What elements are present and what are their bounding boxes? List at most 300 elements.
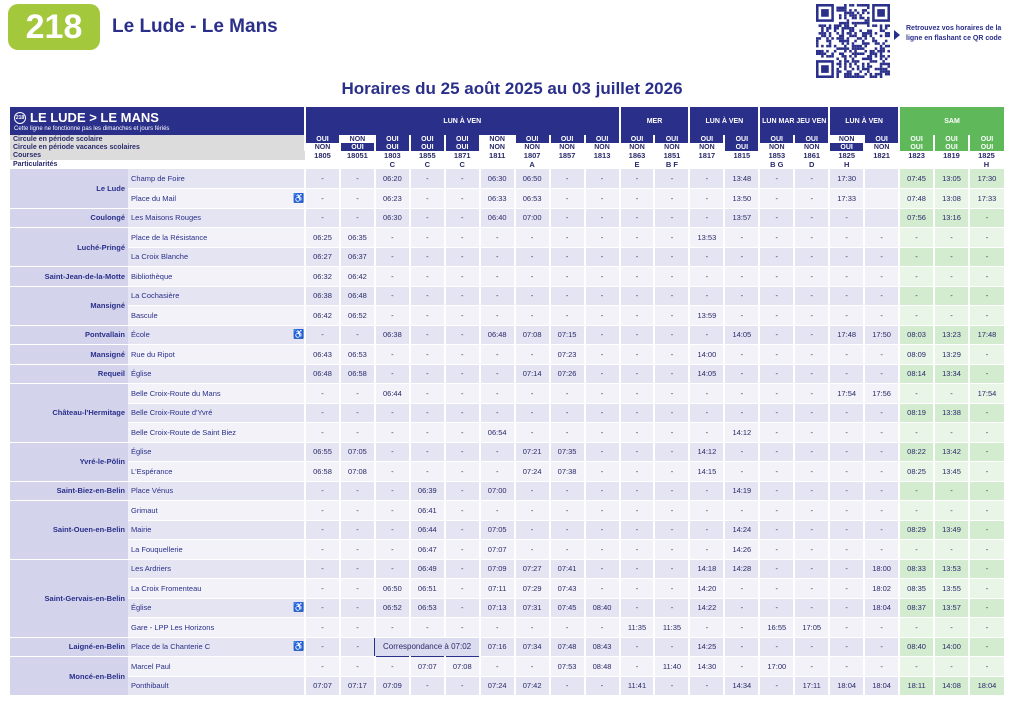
departure-time: - bbox=[654, 189, 689, 209]
particularity-value: E bbox=[634, 160, 640, 169]
departure-time: - bbox=[794, 520, 829, 540]
departure-time: - bbox=[305, 169, 340, 189]
departure-time: - bbox=[689, 247, 724, 267]
departure-time: - bbox=[724, 637, 759, 657]
departure-time: - bbox=[654, 442, 689, 462]
town-name: Château-l'Hermitage bbox=[10, 384, 128, 443]
departure-time: - bbox=[864, 364, 899, 384]
departure-time: - bbox=[340, 403, 375, 423]
stop-row bbox=[10, 364, 1004, 384]
departure-time: - bbox=[759, 247, 794, 267]
departure-time: - bbox=[829, 637, 864, 657]
departure-time: - bbox=[654, 364, 689, 384]
accessibility-empty bbox=[293, 423, 305, 443]
holiday-period-value: NON bbox=[585, 143, 620, 151]
departure-time: 06:53 bbox=[340, 345, 375, 365]
departure-time: - bbox=[969, 520, 1004, 540]
accessibility-empty bbox=[293, 208, 305, 228]
departure-time: - bbox=[934, 540, 969, 560]
departure-time: 13:53 bbox=[934, 559, 969, 579]
particularity-value bbox=[864, 160, 899, 169]
departure-time: - bbox=[305, 520, 340, 540]
course-number-value: 1871 bbox=[453, 151, 471, 160]
town-name: Saint-Ouen-en-Belin bbox=[10, 501, 128, 560]
departure-time: - bbox=[550, 520, 585, 540]
departure-time: - bbox=[445, 481, 480, 501]
departure-time: 08:40 bbox=[899, 637, 934, 657]
stop-name: Place de la Résistance bbox=[128, 228, 293, 248]
departure-time: - bbox=[934, 306, 969, 326]
particularity-value bbox=[724, 160, 759, 169]
departure-time: 07:16 bbox=[480, 637, 515, 657]
departure-time: - bbox=[794, 364, 829, 384]
departure-time: - bbox=[480, 286, 515, 306]
departure-time: - bbox=[445, 579, 480, 599]
departure-time: 13:49 bbox=[934, 520, 969, 540]
departure-time: - bbox=[445, 559, 480, 579]
departure-time: 07:31 bbox=[515, 598, 550, 618]
accessibility-empty bbox=[293, 286, 305, 306]
course-number-value: 1803 bbox=[384, 151, 401, 160]
departure-time: 17:30 bbox=[969, 169, 1004, 189]
stop-name: Église bbox=[128, 442, 293, 462]
departure-time: 08:40 bbox=[585, 598, 620, 618]
departure-time: - bbox=[585, 325, 620, 345]
departure-time: 06:53 bbox=[410, 598, 445, 618]
departure-time: - bbox=[375, 286, 410, 306]
departure-time: - bbox=[375, 481, 410, 501]
departure-time: - bbox=[515, 345, 550, 365]
departure-time: - bbox=[794, 501, 829, 521]
particularity-value bbox=[934, 160, 969, 169]
departure-time: 17:54 bbox=[969, 384, 1004, 404]
departure-time: - bbox=[864, 657, 899, 677]
departure-time bbox=[864, 208, 899, 228]
stop-row bbox=[10, 325, 1004, 345]
departure-time: - bbox=[585, 267, 620, 287]
departure-time: - bbox=[969, 423, 1004, 443]
departure-time: - bbox=[654, 247, 689, 267]
departure-time: - bbox=[585, 169, 620, 189]
departure-time: 06:33 bbox=[480, 189, 515, 209]
qr-code-icon[interactable] bbox=[816, 4, 890, 78]
departure-time: - bbox=[620, 228, 655, 248]
accessibility-empty bbox=[293, 462, 305, 482]
wheelchair-icon: ♿ bbox=[293, 189, 305, 209]
departure-time: - bbox=[829, 286, 864, 306]
departure-time: 08:03 bbox=[899, 325, 934, 345]
departure-time: - bbox=[375, 442, 410, 462]
departure-time: 07:14 bbox=[515, 364, 550, 384]
departure-time: - bbox=[515, 657, 550, 677]
stop-row bbox=[10, 442, 1004, 462]
holiday-period-value: NON bbox=[515, 143, 550, 151]
departure-time: - bbox=[829, 598, 864, 618]
departure-time: - bbox=[689, 208, 724, 228]
departure-time: 07:00 bbox=[515, 208, 550, 228]
accessibility-empty bbox=[293, 618, 305, 638]
departure-time: 07:41 bbox=[550, 559, 585, 579]
departure-time: - bbox=[410, 286, 445, 306]
stop-row bbox=[10, 384, 1004, 404]
departure-time: - bbox=[724, 228, 759, 248]
departure-time: 18:02 bbox=[864, 579, 899, 599]
stop-name: Rue du Ripot bbox=[128, 345, 293, 365]
departure-time: - bbox=[585, 559, 620, 579]
town-name: Le Lude bbox=[10, 169, 128, 208]
departure-time: 14:25 bbox=[689, 637, 724, 657]
day-group-header: LUN À VEN bbox=[829, 107, 899, 135]
stop-name: L'Espérance bbox=[128, 462, 293, 482]
departure-time: - bbox=[829, 501, 864, 521]
departure-time: 07:27 bbox=[515, 559, 550, 579]
departure-time: - bbox=[445, 306, 480, 326]
departure-time: - bbox=[654, 676, 689, 696]
departure-time: - bbox=[340, 384, 375, 404]
day-group-header: SAM bbox=[899, 107, 1004, 135]
departure-time: - bbox=[759, 189, 794, 209]
departure-time: - bbox=[689, 501, 724, 521]
departure-time: - bbox=[689, 384, 724, 404]
departure-time: 13:57 bbox=[724, 208, 759, 228]
holiday-period-value: OUI bbox=[899, 143, 934, 151]
departure-time: - bbox=[445, 403, 480, 423]
departure-time: - bbox=[794, 559, 829, 579]
departure-time: 18:04 bbox=[864, 676, 899, 696]
departure-time: - bbox=[340, 423, 375, 443]
departure-time: - bbox=[829, 579, 864, 599]
departure-time: - bbox=[480, 247, 515, 267]
departure-time: - bbox=[969, 657, 1004, 677]
departure-time: - bbox=[585, 423, 620, 443]
departure-time: 14:30 bbox=[689, 657, 724, 677]
particularity-value bbox=[340, 160, 375, 169]
departure-time: - bbox=[759, 462, 794, 482]
departure-time: - bbox=[515, 384, 550, 404]
departure-time: - bbox=[864, 247, 899, 267]
town-name: Requeil bbox=[10, 364, 128, 384]
departure-time: 07:07 bbox=[305, 676, 340, 696]
departure-time: - bbox=[375, 247, 410, 267]
page-header bbox=[0, 0, 1024, 100]
stop-name: Église bbox=[128, 364, 293, 384]
departure-time: - bbox=[515, 306, 550, 326]
departure-time: 07:35 bbox=[550, 442, 585, 462]
departure-time: 07:34 bbox=[515, 637, 550, 657]
departure-time: 07:26 bbox=[550, 364, 585, 384]
departure-time: 14:26 bbox=[724, 540, 759, 560]
departure-time: 13:45 bbox=[934, 462, 969, 482]
departure-time: - bbox=[550, 228, 585, 248]
holiday-period-value: NON bbox=[689, 143, 724, 151]
course-number-value: 1863 bbox=[628, 151, 646, 160]
departure-time: - bbox=[864, 423, 899, 443]
departure-time: 06:58 bbox=[340, 364, 375, 384]
stop-row bbox=[10, 676, 1004, 696]
stop-name: La Cochasière bbox=[128, 286, 293, 306]
departure-time: - bbox=[654, 559, 689, 579]
departure-time: - bbox=[585, 286, 620, 306]
departure-time: 14:08 bbox=[934, 676, 969, 696]
course-number-value: 1821 bbox=[873, 151, 890, 160]
departure-time: 14:12 bbox=[689, 442, 724, 462]
stop-row bbox=[10, 559, 1004, 579]
departure-time: - bbox=[445, 247, 480, 267]
accessibility-empty bbox=[293, 559, 305, 579]
accessibility-empty bbox=[293, 247, 305, 267]
particularity-value bbox=[550, 160, 585, 169]
departure-time: - bbox=[375, 501, 410, 521]
departure-time: - bbox=[550, 267, 585, 287]
departure-time: - bbox=[445, 345, 480, 365]
departure-time: 17:11 bbox=[794, 676, 829, 696]
departure-time: - bbox=[829, 228, 864, 248]
departure-time: - bbox=[550, 481, 585, 501]
departure-time: - bbox=[340, 481, 375, 501]
departure-time: - bbox=[759, 208, 794, 228]
departure-time: - bbox=[829, 403, 864, 423]
departure-time: 17:30 bbox=[829, 169, 864, 189]
stop-name: Ponthibault bbox=[128, 676, 293, 696]
departure-time: - bbox=[410, 169, 445, 189]
departure-time: 13:05 bbox=[934, 169, 969, 189]
stop-row bbox=[10, 403, 1004, 423]
holiday-period-value: OUI bbox=[340, 143, 375, 151]
departure-time: 07:09 bbox=[480, 559, 515, 579]
departure-time: - bbox=[620, 345, 655, 365]
departure-time: - bbox=[375, 345, 410, 365]
departure-time: - bbox=[689, 403, 724, 423]
departure-time: 13:57 bbox=[934, 598, 969, 618]
departure-time: - bbox=[724, 267, 759, 287]
school-period-value: OUI bbox=[654, 135, 689, 143]
departure-time: - bbox=[794, 579, 829, 599]
departure-time: - bbox=[375, 559, 410, 579]
course-number-value: 1811 bbox=[489, 151, 506, 160]
holiday-period-value: OUI bbox=[375, 143, 410, 151]
departure-time: - bbox=[794, 598, 829, 618]
departure-time: - bbox=[480, 657, 515, 677]
town-name: Pontvallain bbox=[10, 325, 128, 345]
departure-time: 14:05 bbox=[724, 325, 759, 345]
departure-time: - bbox=[375, 228, 410, 248]
stop-name: Champ de Foire bbox=[128, 169, 293, 189]
departure-time: 17:48 bbox=[829, 325, 864, 345]
departure-time: - bbox=[829, 481, 864, 501]
stop-row bbox=[10, 520, 1004, 540]
wheelchair-icon: ♿ bbox=[293, 637, 305, 657]
departure-time: - bbox=[724, 462, 759, 482]
departure-time: - bbox=[794, 169, 829, 189]
departure-time: - bbox=[550, 286, 585, 306]
course-number-value: 1851 bbox=[663, 151, 681, 160]
departure-time: 07:11 bbox=[480, 579, 515, 599]
holiday-period-value: OUI bbox=[829, 143, 864, 151]
stop-name: Place de la Chanterie C bbox=[128, 637, 293, 657]
departure-time: - bbox=[864, 618, 899, 638]
school-period-value: NON bbox=[829, 135, 864, 143]
departure-time: - bbox=[934, 481, 969, 501]
day-group-header: LUN À VEN bbox=[689, 107, 759, 135]
departure-time: - bbox=[829, 247, 864, 267]
course-number-value: 1819 bbox=[943, 151, 960, 160]
school-period-value: OUI bbox=[550, 135, 585, 143]
departure-time: - bbox=[654, 286, 689, 306]
school-period-value: NON bbox=[340, 135, 375, 143]
town-name: Yvré-le-Pôlin bbox=[10, 442, 128, 481]
departure-time: 07:21 bbox=[515, 442, 550, 462]
particularity-value: A bbox=[529, 160, 535, 169]
departure-time: - bbox=[410, 228, 445, 248]
departure-time: 13:48 bbox=[724, 169, 759, 189]
departure-time: - bbox=[759, 579, 794, 599]
departure-time: - bbox=[759, 520, 794, 540]
day-group-header: MER bbox=[620, 107, 690, 135]
departure-time: - bbox=[620, 579, 655, 599]
departure-time: - bbox=[794, 345, 829, 365]
stop-row bbox=[10, 267, 1004, 287]
departure-time: 17:50 bbox=[864, 325, 899, 345]
departure-time: - bbox=[340, 540, 375, 560]
departure-time: - bbox=[585, 540, 620, 560]
departure-time: - bbox=[445, 228, 480, 248]
stop-name: Place Vénus bbox=[128, 481, 293, 501]
departure-time: 06:53 bbox=[515, 189, 550, 209]
departure-time: - bbox=[934, 657, 969, 677]
departure-time: 07:08 bbox=[340, 462, 375, 482]
wheelchair-icon: ♿ bbox=[293, 598, 305, 618]
departure-time: - bbox=[969, 247, 1004, 267]
departure-time: 14:22 bbox=[689, 598, 724, 618]
departure-time: - bbox=[550, 306, 585, 326]
stop-name: Grimaut bbox=[128, 501, 293, 521]
accessibility-empty bbox=[293, 364, 305, 384]
departure-time: - bbox=[829, 345, 864, 365]
school-period-value: OUI bbox=[410, 135, 445, 143]
departure-time: - bbox=[585, 208, 620, 228]
departure-time: - bbox=[480, 384, 515, 404]
departure-time: - bbox=[794, 208, 829, 228]
departure-time: - bbox=[724, 286, 759, 306]
departure-time: - bbox=[969, 462, 1004, 482]
departure-time: - bbox=[934, 384, 969, 404]
departure-time: - bbox=[550, 540, 585, 560]
departure-time: - bbox=[620, 481, 655, 501]
stop-row bbox=[10, 462, 1004, 482]
departure-time: 13:29 bbox=[934, 345, 969, 365]
accessibility-empty bbox=[293, 306, 305, 326]
stop-row bbox=[10, 540, 1004, 560]
holiday-period-value: OUI bbox=[410, 143, 445, 151]
departure-time: - bbox=[585, 228, 620, 248]
departure-time: - bbox=[689, 267, 724, 287]
departure-time: - bbox=[620, 189, 655, 209]
departure-time: - bbox=[305, 579, 340, 599]
stop-name: Les Maisons Rouges bbox=[128, 208, 293, 228]
departure-time: - bbox=[934, 267, 969, 287]
course-number-value: 1823 bbox=[908, 151, 925, 160]
departure-time: 06:55 bbox=[305, 442, 340, 462]
departure-time: - bbox=[794, 286, 829, 306]
departure-time: 08:48 bbox=[585, 657, 620, 677]
departure-time: - bbox=[375, 618, 410, 638]
departure-time: - bbox=[305, 423, 340, 443]
departure-time: - bbox=[794, 267, 829, 287]
departure-time: - bbox=[829, 520, 864, 540]
departure-time: - bbox=[620, 559, 655, 579]
departure-time: 07:53 bbox=[550, 657, 585, 677]
stop-name: Belle Croix-Route d'Yvré bbox=[128, 403, 293, 423]
particularity-value: C bbox=[459, 160, 465, 169]
departure-time: 06:48 bbox=[480, 325, 515, 345]
departure-time: 08:14 bbox=[899, 364, 934, 384]
school-period-value: OUI bbox=[445, 135, 480, 143]
departure-time: - bbox=[759, 286, 794, 306]
departure-time: - bbox=[445, 267, 480, 287]
departure-time: - bbox=[689, 169, 724, 189]
departure-time: - bbox=[654, 228, 689, 248]
departure-time: - bbox=[864, 520, 899, 540]
departure-time: - bbox=[759, 598, 794, 618]
particularity-value: C bbox=[424, 160, 431, 169]
departure-time: - bbox=[585, 501, 620, 521]
particularity-value bbox=[305, 160, 340, 169]
departure-time: - bbox=[480, 306, 515, 326]
departure-time: 06:50 bbox=[515, 169, 550, 189]
stop-name: Les Ardriers bbox=[128, 559, 293, 579]
departure-time: - bbox=[550, 384, 585, 404]
departure-time: - bbox=[550, 247, 585, 267]
stop-row bbox=[10, 345, 1004, 365]
departure-time: - bbox=[515, 540, 550, 560]
departure-time: 14:34 bbox=[724, 676, 759, 696]
departure-time: - bbox=[969, 618, 1004, 638]
departure-time: - bbox=[899, 423, 934, 443]
departure-time: - bbox=[654, 462, 689, 482]
departure-time: - bbox=[759, 676, 794, 696]
school-period-value: OUI bbox=[375, 135, 410, 143]
accessibility-empty bbox=[293, 403, 305, 423]
departure-time: - bbox=[480, 442, 515, 462]
stop-row bbox=[10, 169, 1004, 189]
departure-time: - bbox=[864, 442, 899, 462]
stop-name: Belle Croix-Route de Saint Biez bbox=[128, 423, 293, 443]
departure-time: - bbox=[969, 267, 1004, 287]
departure-time: 06:37 bbox=[340, 247, 375, 267]
departure-time: - bbox=[724, 364, 759, 384]
departure-time: - bbox=[515, 481, 550, 501]
departure-time: - bbox=[410, 403, 445, 423]
departure-time: - bbox=[899, 501, 934, 521]
stop-row bbox=[10, 208, 1004, 228]
departure-time: 14:00 bbox=[934, 637, 969, 657]
departure-time: 08:37 bbox=[899, 598, 934, 618]
departure-time: 06:23 bbox=[375, 189, 410, 209]
departure-time: - bbox=[375, 403, 410, 423]
accessibility-empty bbox=[293, 169, 305, 189]
departure-time: - bbox=[410, 462, 445, 482]
departure-time: 13:42 bbox=[934, 442, 969, 462]
departure-time: - bbox=[899, 228, 934, 248]
departure-time: - bbox=[445, 384, 480, 404]
accessibility-empty bbox=[293, 442, 305, 462]
departure-time: 14:00 bbox=[689, 345, 724, 365]
town-name: Saint-Jean-de-la-Motte bbox=[10, 267, 128, 287]
town-name: Moncé-en-Belin bbox=[10, 657, 128, 696]
departure-time: 06:43 bbox=[305, 345, 340, 365]
departure-time: - bbox=[585, 481, 620, 501]
departure-time: 13:50 bbox=[724, 189, 759, 209]
